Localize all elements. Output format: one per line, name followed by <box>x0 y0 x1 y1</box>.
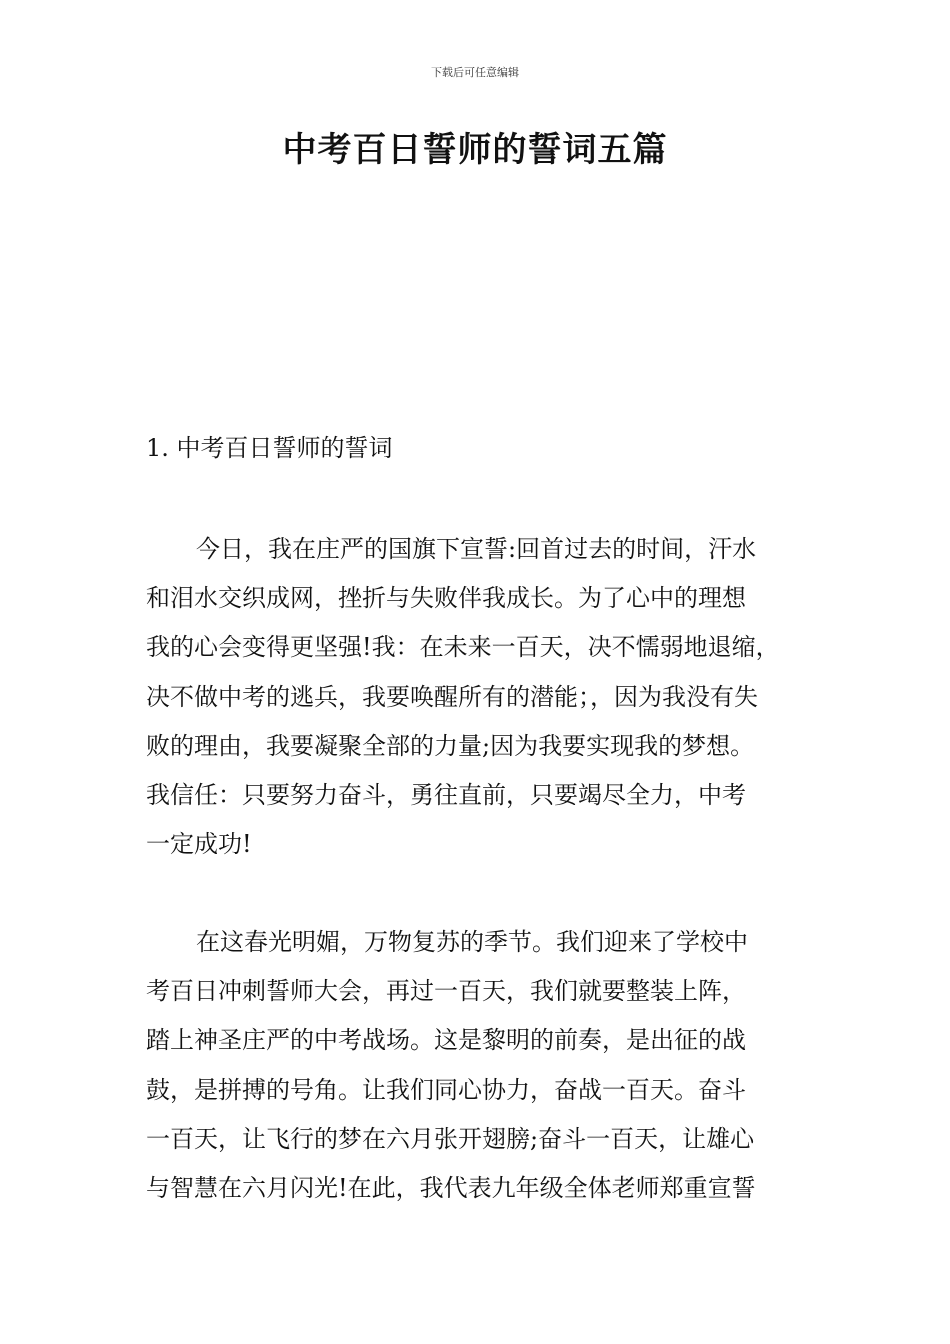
paragraph-1 <box>146 525 826 869</box>
paragraph-line: 今日，我在庄严的国旗下宣誓:回首过去的时间，汗水 <box>196 535 757 563</box>
paragraph-line: 我的心会变得更坚强!我：在未来一百天，决不懦弱地退缩， <box>146 633 780 662</box>
paragraph-line: 败的理由，我要凝聚全部的力量;因为我要实现我的梦想。 <box>146 731 755 760</box>
paragraph-line: 在这春光明媚，万物复苏的季节。我们迎来了学校中 <box>196 928 748 956</box>
header-note: 下载后可任意编辑 <box>431 66 519 79</box>
document-title: 中考百日誓师的誓词五篇 <box>282 130 668 170</box>
paragraph-line: 踏上神圣庄严的中考战场。这是黎明的前奏，是出征的战 <box>146 1026 746 1055</box>
paragraph-line: 和泪水交织成网，挫折与失败伴我成长。为了心中的理想 <box>146 584 746 613</box>
section-heading: 1. 中考百日誓师的誓词 <box>146 434 393 462</box>
paragraph-2 <box>146 918 826 1213</box>
paragraph-line: 决不做中考的逃兵，我要唤醒所有的潜能；，因为我没有失 <box>146 682 758 711</box>
paragraph-line: 我信任：只要努力奋斗，勇往直前，只要竭尽全力，中考 <box>146 781 746 810</box>
paragraph-line: 一定成功! <box>146 830 252 859</box>
paragraph-line: 考百日冲刺誓师大会，再过一百天，我们就要整装上阵， <box>146 977 746 1006</box>
paragraph-line: 鼓，是拼搏的号角。让我们同心协力，奋战一百天。奋斗 <box>146 1075 746 1104</box>
paragraph-line: 与智慧在六月闪光!在此，我代表九年级全体老师郑重宣誓 <box>146 1174 756 1203</box>
paragraph-line: 一百天，让飞行的梦在六月张开翅膀;奋斗一百天，让雄心 <box>146 1124 755 1153</box>
